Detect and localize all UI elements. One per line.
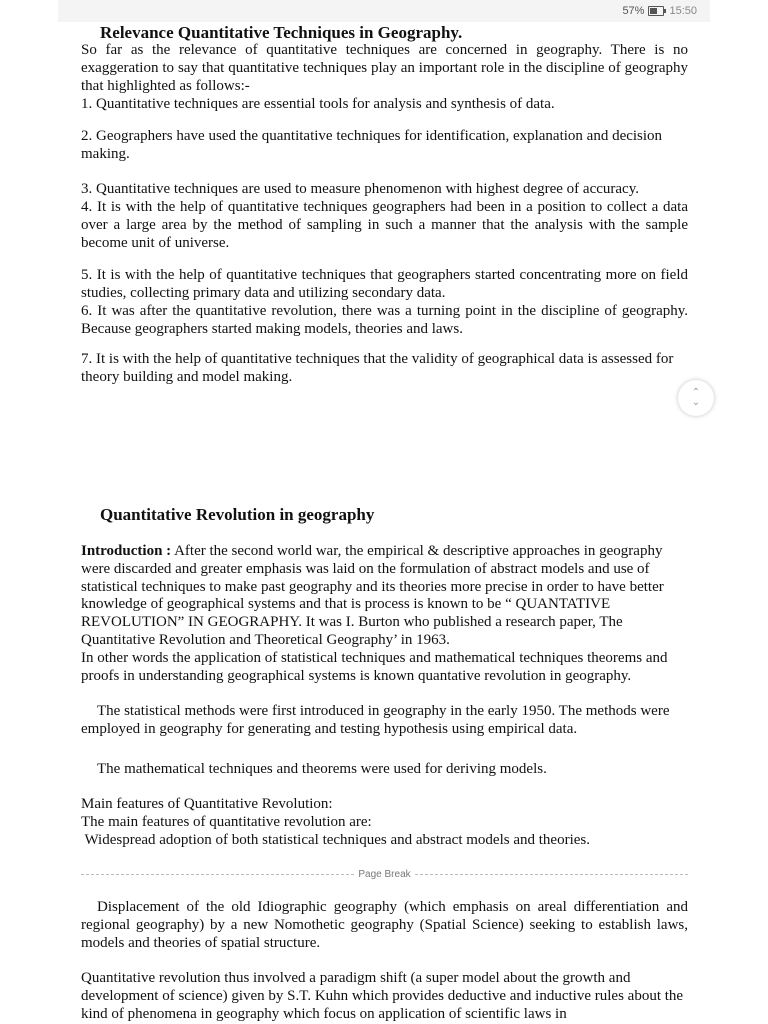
list-item: 4. It is with the help of quantitative techniques geographers had been in a position to collect a data over a large area by the method of sampling in such a manner that the analysis with the sample become unit of universe. bbox=[81, 199, 688, 251]
list-item: 5. It is with the help of quantitative techniques that geographers started concentrating more on field studies, collecting primary data and utilizing secondary data. bbox=[81, 267, 688, 301]
page-scroll-handle[interactable] bbox=[678, 380, 714, 416]
battery-icon bbox=[648, 6, 664, 16]
introduction-text: After the second world war, the empirical & descriptive approaches in geography were discarded and greater emphasis was laid on the formulation of abstract models and use of statistical techniques to make past geography and its theories more precise in order to have better knowledge of geographical systems and that is process is known to be “ QUANTATIVE REVOLUTION” IN GEOGRAPHY. It was I. Burton who published a research paper, The Quantitative Revolution and Theoretical Geography’ in 1963. bbox=[81, 543, 664, 648]
list-item: 3. Quantitative techniques are used to measure phenomenon with highest degree of accuracy. bbox=[81, 181, 639, 197]
section1-title: Relevance Quantitative Techniques in Geography. bbox=[100, 23, 463, 42]
section2-title: Quantitative Revolution in geography bbox=[100, 505, 375, 524]
battery-percentage: 57% bbox=[622, 5, 645, 17]
paragraph-mathematical-techniques: The mathematical techniques and theorems were used for deriving models. bbox=[97, 761, 547, 777]
chevron-up-icon: ⌃ bbox=[691, 387, 701, 398]
features-subheading: The main features of quantitative revolution are: bbox=[81, 814, 372, 830]
paragraph-paradigm-shift: Quantitative revolution thus involved a paradigm shift (a super model about the growth and development of science) given by S.T. Kuhn which provides deductive and inductive rules about the kind of phenomena in geography which focus on application of scientific laws in bbox=[81, 970, 684, 1022]
introduction-label: Introduction : bbox=[81, 543, 172, 559]
status-bar bbox=[58, 0, 710, 22]
features-heading: Main features of Quantitative Revolution: bbox=[81, 796, 333, 812]
paragraph-statistical-methods: The statistical methods were first introduced in geography in the early 1950. The methods were employed in geography for generating and testing hypothesis using empirical data. bbox=[81, 703, 670, 737]
list-item: 7. It is with the help of quantitative techniques that the validity of geographical data is assessed for theory building and model making. bbox=[81, 351, 674, 385]
chevron-down-icon: ⌄ bbox=[691, 397, 701, 408]
list-item: 1. Quantitative techniques are essential tools for analysis and synthesis of data. bbox=[81, 96, 555, 112]
introduction-paragraph bbox=[81, 543, 688, 650]
page-break-label: Page Break bbox=[358, 868, 411, 880]
paragraph-displacement: Displacement of the old Idiographic geography (which emphasis on areal differentiation and regional geography) by a new Nomothetic geography (Spatial Science) seeking to establish laws, models and theories of spatial structure. bbox=[81, 899, 688, 951]
list-item: 6. It was after the quantitative revolution, there was a turning point in the discipline of geography. Because geographers started making models, theories and laws. bbox=[81, 303, 688, 337]
section1-intro: So far as the relevance of quantitative techniques are concerned in geography. There is no exaggeration to say that quantitative techniques play an important role in the discipline of geography that highlighted as follows:- bbox=[81, 42, 688, 94]
status-indicators bbox=[622, 5, 697, 17]
clock-time: 15:50 bbox=[669, 5, 697, 17]
paragraph-other-words: In other words the application of statistical techniques and mathematical techniques theorems and proofs in understanding geographical systems is known quantative revolution in geography. bbox=[81, 650, 668, 684]
page-break-divider bbox=[81, 866, 688, 882]
feature-item: Widespread adoption of both statistical techniques and abstract models and theories. bbox=[81, 832, 590, 848]
list-item: 2. Geographers have used the quantitative techniques for identification, explanation and decision making. bbox=[81, 128, 663, 162]
